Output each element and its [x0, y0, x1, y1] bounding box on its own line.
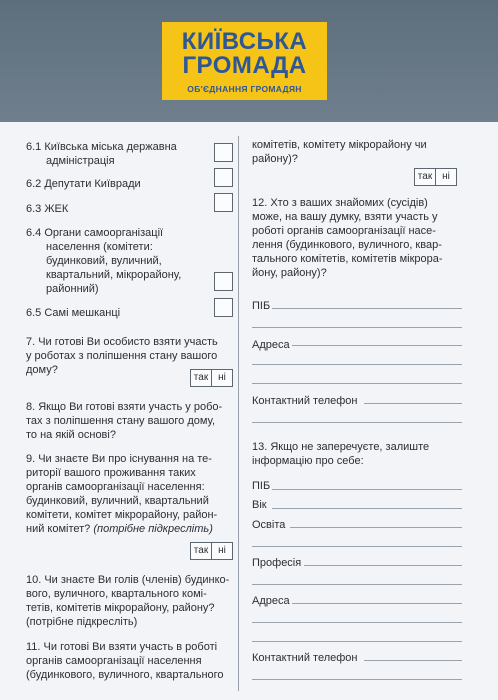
q11-yes-no: [414, 168, 457, 186]
q9-yes-option[interactable]: так: [193, 545, 209, 556]
q9-no-option[interactable]: ні: [211, 543, 232, 559]
q9-yes-no: [190, 542, 233, 560]
logo: [162, 22, 327, 100]
q12-text-cont4: тального комітетів, комітетів мікрора-: [252, 253, 443, 265]
q9-text-cont3: будинковий, вуличний, квартальний: [26, 495, 209, 507]
q6-4-text-cont4: районний): [46, 283, 99, 295]
q13-address-line-2[interactable]: [252, 622, 462, 623]
q8-text: 8. Якщо Ви готові взяти участь у робо-: [26, 401, 223, 413]
q13-phone-line[interactable]: [364, 660, 462, 661]
q8-text-cont2: то на якій основі?: [26, 429, 116, 441]
q9-text-cont5: [26, 522, 213, 536]
q13-education-label: Освіта: [252, 519, 286, 531]
q6-4-text-cont2: будинковий, вуличний,: [46, 255, 162, 267]
q12-address-line[interactable]: [292, 345, 462, 346]
q11-text-cont4: району)?: [252, 153, 298, 165]
q10-text-cont2: тетів, комітетів мікрорайону, району?: [26, 602, 215, 614]
q12-phone-line-2[interactable]: [252, 422, 462, 423]
q12-name-line[interactable]: [272, 308, 462, 309]
q12-text-cont5: йону, району)?: [252, 267, 327, 279]
q9-text-end: ний комітет?: [26, 523, 91, 535]
q12-text-cont1: може, на вашу думку, взяти участь у: [252, 211, 438, 223]
q9-text: 9. Чи знаєте Ви про існування на те-: [26, 453, 212, 465]
q12-phone-line[interactable]: [364, 403, 462, 404]
q6-5-text: 6.5 Самі мешканці: [26, 307, 121, 319]
column-divider: [238, 136, 239, 691]
q10-text-cont1: вого, вуличного, квартального комі-: [26, 588, 207, 600]
q6-4-text: 6.4 Органи самоорганізації: [26, 227, 164, 239]
q12-name-label: ПІБ: [252, 300, 271, 312]
q12-text: 12. Хто з ваших знайомих (сусідів): [252, 197, 428, 209]
q8-text-cont1: тах з поліпшення стану вашого дому,: [26, 415, 216, 427]
q13-name-label: ПІБ: [252, 480, 271, 492]
q6-3-text: 6.3 ЖЕК: [26, 203, 69, 215]
q9-text-cont1: риторії вашого проживання таких: [26, 467, 196, 479]
q7-text-cont2: дому?: [26, 364, 58, 376]
q13-text: 13. Якщо не заперечуєте, залиште: [252, 441, 430, 453]
logo-title-line2: ГРОМАДА: [182, 52, 307, 79]
q11-text-cont2: (будинкового, вуличного, квартального: [26, 669, 224, 681]
q10-text-cont3: (потрібне підкресліть): [26, 616, 138, 628]
q13-text-cont: інформацію про себе:: [252, 455, 364, 467]
q12-text-cont2: роботі органів самоорганізації насе-: [252, 225, 436, 237]
q6-4-checkbox[interactable]: [214, 272, 233, 291]
q13-phone-line-2[interactable]: [252, 679, 462, 680]
q6-4-text-cont3: квартальний, мікрорайону,: [46, 269, 182, 281]
q7-yes-no: [190, 369, 233, 387]
q13-address-label: Адреса: [252, 595, 290, 607]
q13-profession-line[interactable]: [304, 565, 462, 566]
q13-age-label: Вік: [252, 499, 267, 511]
q7-no-option[interactable]: ні: [211, 370, 232, 386]
header-banner: [0, 0, 498, 122]
q13-education-line[interactable]: [290, 527, 462, 528]
q12-address-label: Адреса: [252, 339, 290, 351]
q12-address-line-2[interactable]: [252, 364, 462, 365]
q13-phone-label: Контактний телефон: [252, 652, 358, 664]
q13-address-line[interactable]: [292, 603, 462, 604]
q11-text-cont1: органів самоорганізації населення: [26, 655, 202, 667]
q9-text-cont4: комітети, комітет мікрорайону, район-: [26, 509, 218, 521]
q13-profession-label: Професія: [252, 557, 302, 569]
q6-2-text: 6.2 Депутати Київради: [26, 178, 141, 190]
logo-subtitle: ОБ'ЄДНАННЯ ГРОМАДЯН: [187, 84, 302, 94]
q7-text-cont1: у роботах з поліпшення стану вашого: [26, 350, 218, 362]
q7-text: 7. Чи готові Ви особисто взяти участь: [26, 336, 218, 348]
q12-text-cont3: лення (будинкового, вуличного, квар-: [252, 239, 442, 251]
q13-profession-line-2[interactable]: [252, 584, 462, 585]
q7-yes-option[interactable]: так: [193, 372, 209, 383]
q9-underline-note: (потрібне підкресліть): [93, 523, 213, 535]
q11-yes-option[interactable]: так: [417, 171, 433, 182]
q12-phone-label: Контактний телефон: [252, 395, 358, 407]
q6-1-checkbox[interactable]: [214, 143, 233, 162]
q13-name-line[interactable]: [272, 489, 462, 490]
q9-text-cont2: органів самоорганізації населення:: [26, 481, 205, 493]
q13-age-line[interactable]: [272, 508, 462, 509]
q11-no-option[interactable]: ні: [435, 169, 456, 185]
q6-3-checkbox[interactable]: [214, 193, 233, 212]
q6-4-text-cont1: населення (комітети:: [46, 241, 153, 253]
q12-name-line-2[interactable]: [252, 327, 462, 328]
q13-education-line-2[interactable]: [252, 546, 462, 547]
q6-5-checkbox[interactable]: [214, 298, 233, 317]
logo-title-line1: КИЇВСЬКА: [181, 28, 308, 55]
q10-text: 10. Чи знаєте Ви голів (членів) будинко-: [26, 574, 230, 586]
q6-2-checkbox[interactable]: [214, 168, 233, 187]
q11-text-cont3: комітетів, комітету мікрорайону чи: [252, 139, 427, 151]
q13-address-line-3[interactable]: [252, 641, 462, 642]
q6-1-text: 6.1 Київська міська державна: [26, 141, 177, 153]
q11-text: 11. Чи готові Ви взяти участь в роботі: [26, 641, 218, 653]
q6-1-text-cont: адміністрація: [46, 155, 115, 167]
q12-address-line-3[interactable]: [252, 383, 462, 384]
